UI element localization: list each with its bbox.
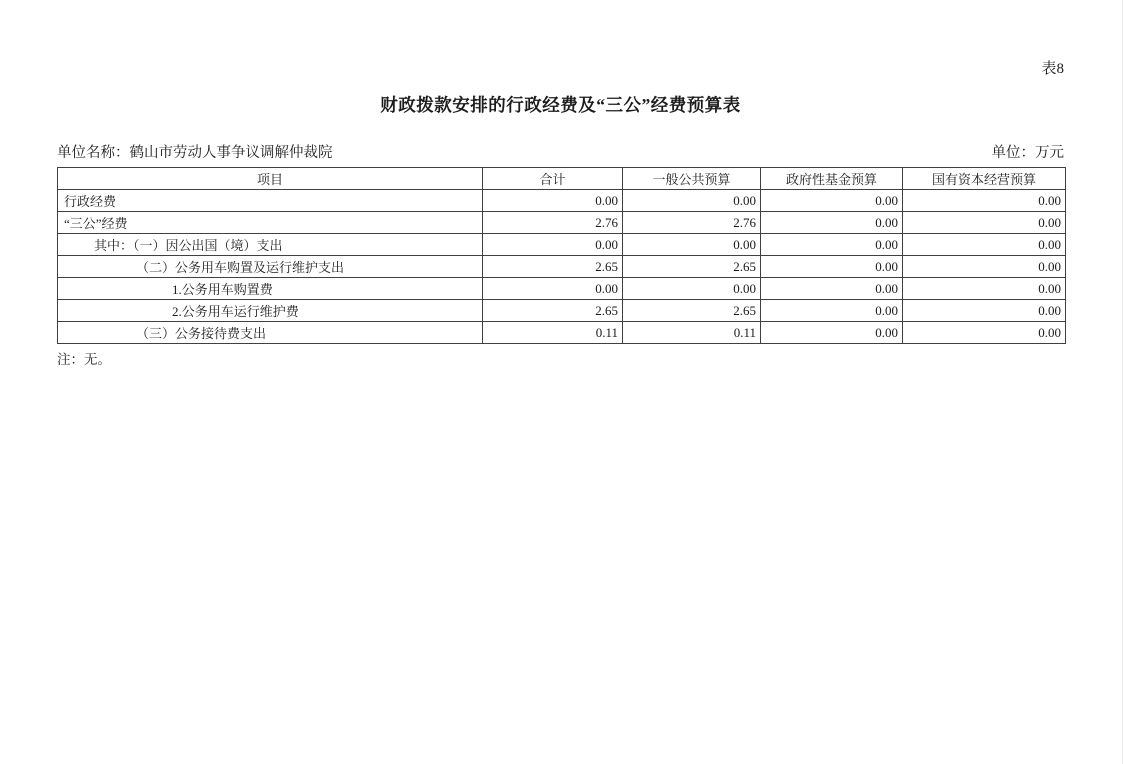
value-cell: 0.00 (761, 256, 903, 278)
value-cell: 0.00 (903, 300, 1066, 322)
value-cell: 0.00 (903, 212, 1066, 234)
value-cell: 0.00 (761, 234, 903, 256)
value-cell: 0.00 (903, 278, 1066, 300)
value-cell: 0.00 (761, 300, 903, 322)
header-item: 项目 (58, 168, 483, 190)
value-cell: 0.00 (483, 190, 623, 212)
unit-name (57, 141, 333, 162)
unit-name-label: 单位名称： (57, 145, 130, 161)
table-body (58, 190, 1066, 344)
value-cell: 2.65 (483, 256, 623, 278)
value-cell: 2.65 (623, 256, 761, 278)
table-row (58, 256, 1066, 278)
header-total: 合计 (483, 168, 623, 190)
value-cell: 0.00 (761, 322, 903, 344)
note-text: 注：无。 (57, 352, 111, 367)
value-cell: 2.65 (483, 300, 623, 322)
value-cell: 2.65 (623, 300, 761, 322)
table-row (58, 212, 1066, 234)
meta-row (57, 141, 1064, 162)
value-cell: 0.11 (483, 322, 623, 344)
item-cell: （三）公务接待费支出 (58, 322, 483, 344)
unit-label: 单位：万元 (991, 145, 1064, 161)
page-title: 财政拨款安排的行政经费及“三公”经费预算表 (380, 95, 741, 115)
unit-name-value: 鹤山市劳动人事争议调解仲裁院 (129, 145, 333, 161)
value-cell: 0.00 (623, 278, 761, 300)
item-cell: 其中：（一）因公出国（境）支出 (58, 234, 483, 256)
value-cell: 0.00 (623, 190, 761, 212)
value-cell: 0.11 (623, 322, 761, 344)
item-cell: 1.公务用车购置费 (58, 278, 483, 300)
table-row (58, 234, 1066, 256)
item-cell: “三公”经费 (58, 212, 483, 234)
budget-table (57, 167, 1066, 344)
header-gov-fund-budget: 政府性基金预算 (761, 168, 903, 190)
table-row (58, 322, 1066, 344)
value-cell: 0.00 (903, 256, 1066, 278)
value-cell: 0.00 (761, 212, 903, 234)
value-cell: 0.00 (483, 278, 623, 300)
table-row (58, 190, 1066, 212)
value-cell: 2.76 (483, 212, 623, 234)
item-cell: 行政经费 (58, 190, 483, 212)
header-state-capital-budget: 国有资本经营预算 (903, 168, 1066, 190)
value-cell: 0.00 (903, 234, 1066, 256)
table-number-label: 表8 (1041, 61, 1064, 77)
table-row (58, 278, 1066, 300)
value-cell: 0.00 (623, 234, 761, 256)
value-cell: 0.00 (483, 234, 623, 256)
value-cell: 0.00 (761, 190, 903, 212)
value-cell: 2.76 (623, 212, 761, 234)
header-general-budget: 一般公共预算 (623, 168, 761, 190)
header-row (58, 168, 1066, 190)
item-cell: 2.公务用车运行维护费 (58, 300, 483, 322)
item-cell: （二）公务用车购置及运行维护支出 (58, 256, 483, 278)
value-cell: 0.00 (903, 322, 1066, 344)
value-cell: 0.00 (761, 278, 903, 300)
table-row (58, 300, 1066, 322)
value-cell: 0.00 (903, 190, 1066, 212)
page-content (0, 0, 1122, 368)
table-header (58, 168, 1066, 190)
